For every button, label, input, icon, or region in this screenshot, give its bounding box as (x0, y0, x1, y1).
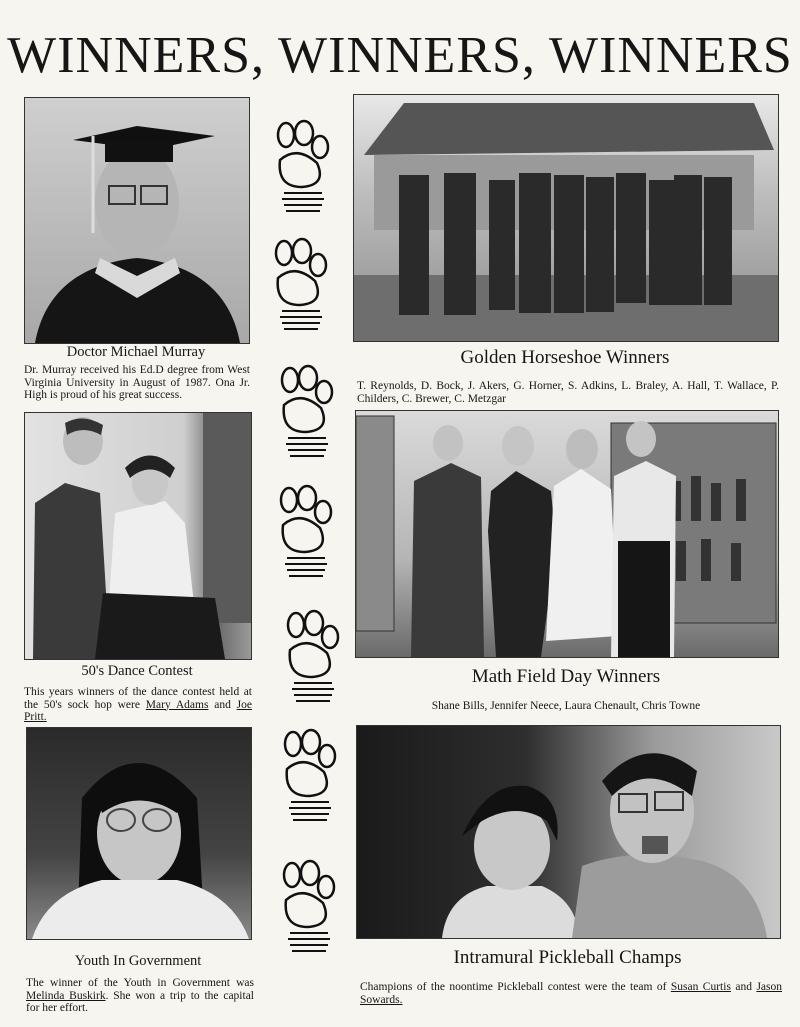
horseshoe-caption-names: T. Reynolds, D. Bock, J. Akers, G. Horner, S. Adkins, L. Braley, A. Hall, T. Wallace, P. Childers, C. Brewer, C. Metzgar (357, 380, 779, 405)
dance-photo (24, 412, 252, 660)
pickleball-winner-2: Jason Sowards. (360, 981, 782, 1006)
youth-winner: Melinda Buskirk (26, 989, 106, 1002)
paw-print-icon (275, 480, 335, 580)
paw-print-icon (276, 360, 336, 460)
pickleball-caption-text (360, 981, 782, 1006)
dance-caption-title: 50's Dance Contest (81, 663, 193, 679)
youth-caption-title: Youth In Government (74, 953, 202, 969)
murray-caption-title: Doctor Michael Murray (66, 344, 206, 360)
pickleball-winner-1: Susan Curtis (670, 981, 731, 993)
murray-caption-text: Dr. Murray received his Ed.D degree from West Virginia University in August of 1987. Ona Jr. High is proud of his great success. (24, 364, 250, 401)
dance-joiner: and (208, 698, 237, 711)
pickleball-photo (356, 725, 781, 939)
dance-winner-2: Joe Pritt. (24, 698, 252, 723)
math-photo (355, 410, 779, 658)
horseshoe-caption-title: Golden Horseshoe Winners (460, 347, 670, 368)
youth-text-lead: The winner of the Youth in Government was (26, 977, 254, 989)
youth-caption-text (26, 977, 254, 1015)
math-caption-names: Shane Bills, Jennifer Neece, Laura Chenault, Chris Towne (431, 700, 701, 712)
paw-print-icon (272, 115, 332, 215)
dance-winner-1: Mary Adams (145, 698, 209, 711)
paw-print-icon (278, 855, 338, 955)
youth-photo (26, 727, 252, 940)
pickleball-joiner: and (730, 981, 757, 993)
paw-print-icon (279, 724, 339, 824)
pickleball-caption-title: Intramural Pickleball Champs (453, 947, 682, 968)
page-title: WINNERS, WINNERS, WINNERS (7, 27, 793, 84)
math-caption-title: Math Field Day Winners (471, 666, 661, 687)
murray-photo (24, 97, 250, 344)
dance-text-lead: This years winners of the dance contest held at the 50's sock hop were (24, 686, 252, 711)
horseshoe-photo (353, 94, 779, 342)
paw-print-icon (270, 233, 330, 333)
dance-caption-text (24, 686, 252, 724)
youth-text-tail: . She won a trip to the capital for her effort. (26, 989, 254, 1014)
pickleball-text-lead: Champions of the noontime Pickleball contest were the team of (360, 981, 671, 993)
paw-print-icon (282, 605, 342, 705)
